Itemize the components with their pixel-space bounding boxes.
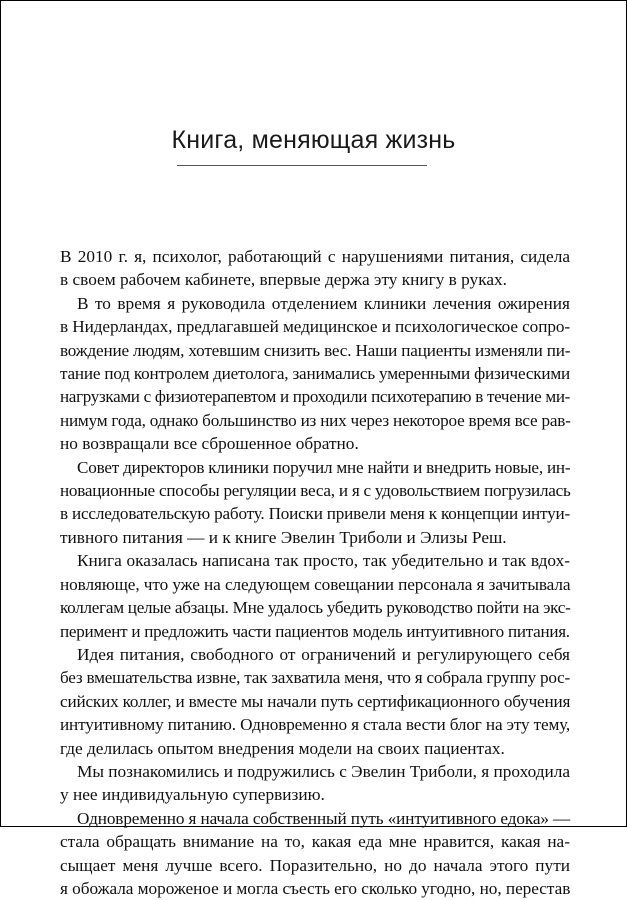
text-line: сийских коллег, и вместе мы начали путь сертификационного обучения — [60, 691, 571, 711]
text-line: Одновременно я начала собственный путь «интуитивного едока» — — [77, 808, 571, 828]
text-line: в Нидерландах, предлагавшей медицинское и психологическое сопро- — [60, 317, 570, 337]
text-line: новационные способы регуляции веса, и я с удовольствием погрузилась — [60, 481, 571, 501]
text-line: перимент и предложить части пациентов модель интуитивного питания. — [60, 621, 570, 641]
text-line: В то время я руководила отделением клиники лечения ожирения — [77, 293, 570, 313]
text-line: у нее индивидуальную супервизию. — [60, 785, 325, 805]
text-line: Книга оказалась написана так просто, так убедительно и так вдох- — [77, 551, 570, 571]
text-line: в своем рабочем кабинете, впервые держа эту книгу в руках. — [60, 270, 507, 290]
body-text — [60, 245, 570, 900]
text-line: В 2010 г. я, психолог, работающий с нарушениями питания, сидела — [60, 247, 570, 266]
text-line: я обожала мороженое и могла съесть его сколько угодно, но, перестав — [60, 878, 571, 898]
text-line: где делилась опытом внедрения модели на своих пациентах. — [60, 738, 505, 758]
text-line: интуитивному питанию. Одновременно я стала вести блог на эту тему, — [60, 715, 571, 735]
text-line: без вмешательства извне, так захватила меня, что я собрала группу рос- — [60, 668, 571, 688]
text-line: нимум года, однако большинство из них через некоторое время все рав- — [60, 410, 571, 430]
text-line: новляюще, что уже на следующем совещании персонала я зачитывала — [60, 574, 571, 594]
text-line: Идея питания, свободного от ограничений и регулирующего себя — [77, 644, 570, 664]
text-line: вождение людям, хотевшим снизить вес. Наши пациенты изменяли пи- — [60, 340, 571, 360]
text-line: но возвращали все сброшенное обратно. — [60, 434, 359, 454]
text-line: стала обращать внимание на то, какая еда мне нравится, какая на- — [60, 832, 570, 852]
title-underline — [177, 165, 427, 166]
text-line: сыщает меня лучше всего. Поразительно, но до начала этого пути — [60, 855, 570, 875]
text-line: нагрузками с физиотерапевтом и проходили психотерапию в течение ми- — [60, 387, 570, 407]
text-line: тивного питания — и к книге Эвелин Триболи и Элизы Реш. — [60, 527, 507, 547]
text-line: Мы познакомились и подружились с Эвелин Триболи, я проходила — [77, 761, 571, 781]
text-line: в исследовательскую работу. Поиски привели меня к концепции интуи- — [60, 504, 570, 524]
text-line: коллегам целые абзацы. Мне удалось убедить руководство пойти на экс- — [60, 598, 571, 618]
text-line: тание под контролем диетолога, занимались умеренными физическими — [60, 364, 570, 384]
chapter-title: Книга, меняющая жизнь — [171, 126, 456, 154]
text-line: Совет директоров клиники поручил мне найти и внедрить новые, ин- — [77, 457, 571, 477]
